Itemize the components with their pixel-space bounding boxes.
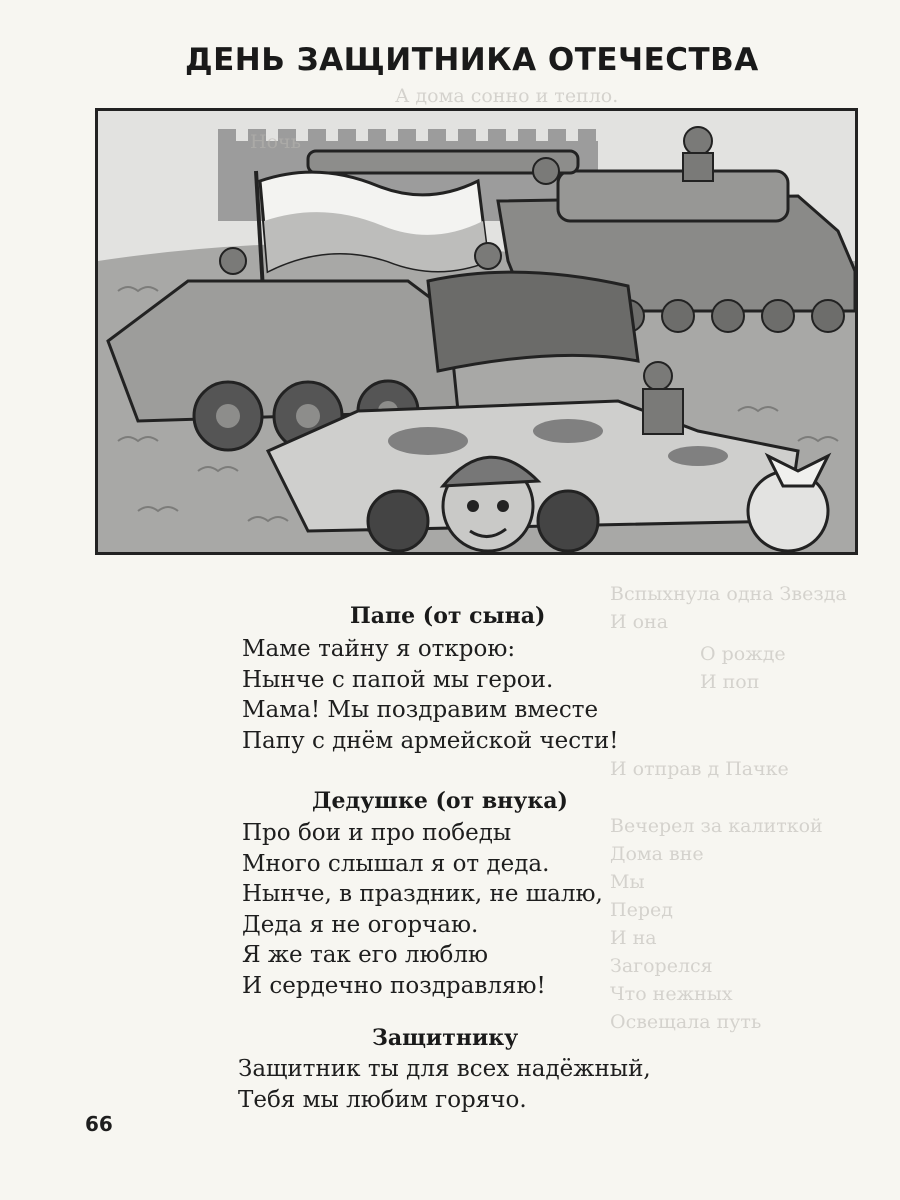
poem-line: Нынче с папой мы герои.	[242, 666, 554, 693]
bleed-through-text: И на	[610, 927, 657, 949]
poem-line: Деда я не огорчаю.	[242, 911, 479, 938]
bleed-through-text: Вечерел за калиткой	[610, 815, 823, 837]
poem-line: Про бои и про победы	[242, 820, 512, 846]
poem-line: И сердечно поздравляю!	[242, 972, 546, 999]
poem-line: Защитник ты для всех надёжный,	[238, 1056, 651, 1082]
illustration	[95, 108, 858, 555]
bleed-through-text: Что нежных	[610, 983, 733, 1005]
bleed-through-text: И поп	[700, 671, 760, 693]
poem-stanza	[242, 818, 603, 1001]
poem-title: Дедушке (от внука)	[312, 788, 568, 814]
poem-line: Маме тайну я открою:	[242, 636, 516, 662]
bleed-through-text: Мы	[610, 871, 645, 893]
poem-title: Папе (от сына)	[350, 603, 546, 629]
bleed-through-text: О рожде	[700, 643, 786, 665]
page-title: ДЕНЬ ЗАЩИТНИКА ОТЕЧЕСТВА	[185, 42, 759, 78]
bleed-through-text: И она	[610, 611, 669, 633]
bleed-through-text: Ночь	[250, 131, 301, 153]
poem-line: Нынче, в праздник, не шалю,	[242, 881, 603, 907]
poem-line: Много слышал я от деда.	[242, 850, 550, 877]
bleed-through-text: Освещала путь	[610, 1011, 762, 1033]
poem-title: Защитнику	[372, 1025, 519, 1051]
bleed-through-text: Загорелся	[610, 955, 713, 977]
poem-line: Мама! Мы поздравим вместе	[242, 697, 599, 723]
bleed-through-text: Дома вне	[610, 843, 704, 865]
poem-line: Тебя мы любим горячо.	[238, 1086, 527, 1113]
poem-stanza	[242, 634, 618, 756]
poem-line: Папу с днём армейской чести!	[242, 727, 619, 754]
poem-stanza	[238, 1054, 651, 1115]
page-number: 66	[85, 1112, 113, 1136]
bleed-through-text: Перед	[610, 899, 673, 921]
poem-line: Я же так его люблю	[242, 942, 489, 968]
bleed-through-text: А дома сонно и тепло.	[395, 85, 619, 107]
bleed-through-text: И отправ д Пачке	[610, 758, 789, 780]
bleed-through-text: Вспыхнула одна Звезда	[610, 583, 847, 605]
